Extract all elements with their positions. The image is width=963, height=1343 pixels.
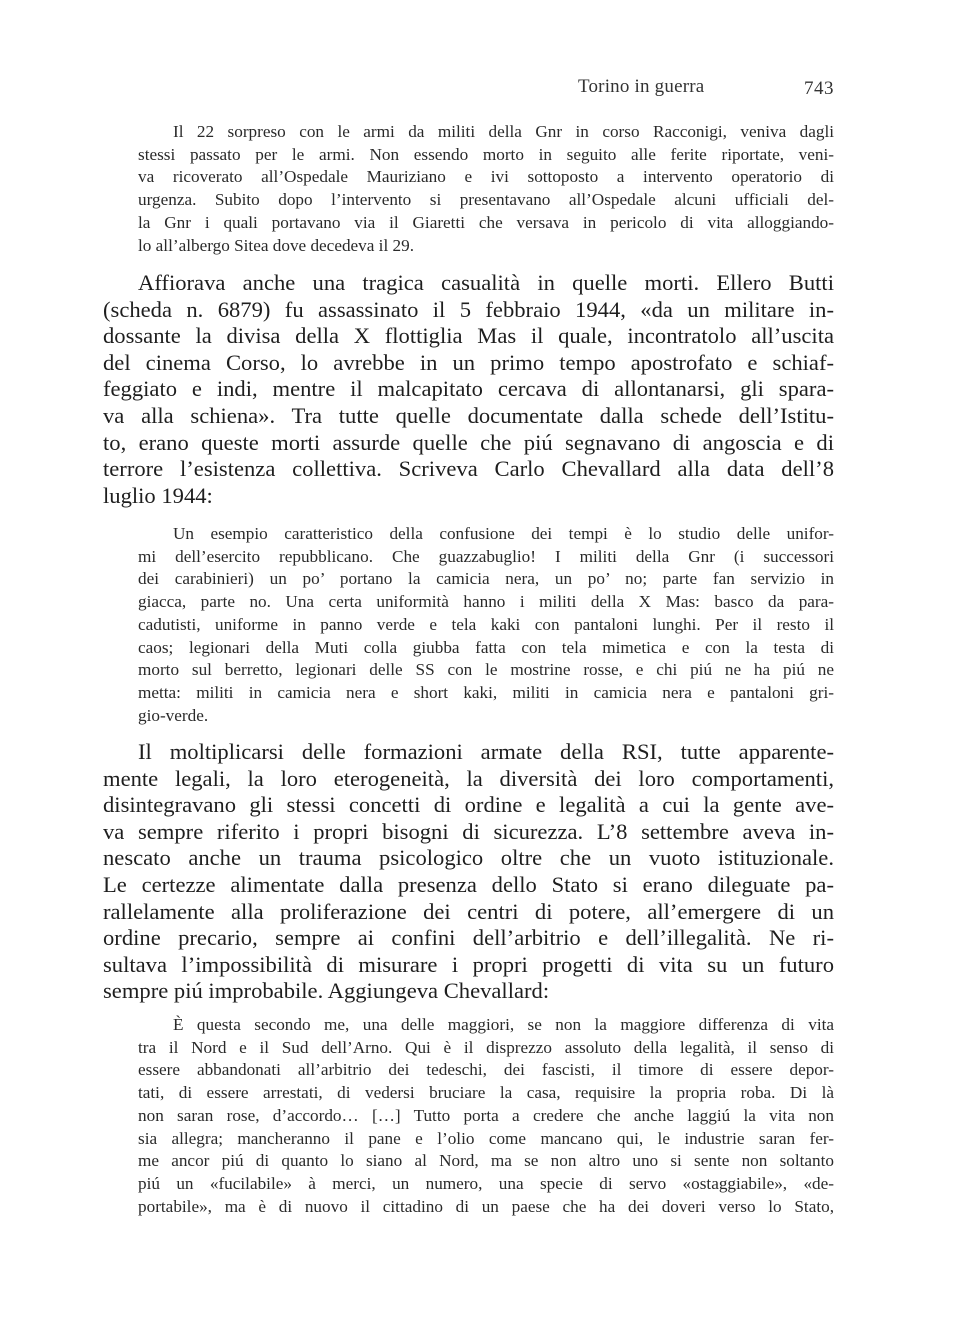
paragraph-line: va sempre riferito i propri bisogni di sicurezza. L’8 settembre aveva in- [103,818,834,844]
page-number: 743 [804,78,834,99]
quote-line: È questa secondo me, una delle maggiori, se non la maggiore differenza di vita [173,1015,834,1034]
quote-line: mi dell’esercito repubblicano. Che guazzabuglio! I militi della Gnr (i successori [138,546,834,566]
running-title: Torino in guerra [578,76,705,97]
quote-line: piú un «fucilabile» à merci, un numero, una specie di servo «ostaggiabile», «de- [138,1173,834,1193]
quote-line: me ancor piú di quanto lo siano al Nord, ma se non altro uno si sente non soltanto [138,1151,834,1171]
quote-line: va ricoverato all’Ospedale Mauriziano e ivi sottoposto a intervento operatorio di [138,167,834,187]
quote-line: tati, di essere arrestati, di vedersi bruciare la casa, requisire la propria roba. Di là [138,1083,834,1103]
quote-line: Il 22 sorpreso con le armi da militi della Gnr in corso Racconigi, veniva dagli [173,122,834,141]
paragraph-line: ordine precario, sempre ai confini dell’arbitrio e dell’illegalità. Ne ri- [103,925,834,951]
paragraph-line: dossante la divisa della X flottiglia Mas il quale, incontratolo all’uscita [103,323,834,349]
paragraph-line: rallelamente alla proliferazione dei centri di potere, all’emergere di un [103,898,834,924]
quote-line: Un esempio caratteristico della confusione dei tempi è lo studio delle unifor- [173,524,834,543]
quote-line: essere abbandonati all’arbitrio dei tedeschi, dei fascisti, il timore di essere depor- [138,1060,834,1080]
quote-line: stessi passato per le armi. Non essendo morto in seguito alle ferite riportate, veni- [138,144,834,164]
quote-line: cadutisti, uniforme in panno verde e tela kaki con pantaloni lunghi. Per il resto il [138,614,834,634]
quote-line: dei carabinieri) un po’ portano la camicia nera, un po’ no; parte fan servizio in [138,569,834,589]
quote-line: metta: militi in camicia nera e short kaki, militi in camicia nera e pantaloni gri- [138,682,834,702]
paragraph-line: nescato anche un trauma psicologico oltre che un vuoto istituzionale. [103,845,834,871]
paragraph-line: disintegravano gli stessi concetti di ordine e legalità a cui la gente ave- [103,792,834,818]
quote-line: giacca, parte no. Una certa uniformità hanno i militi della X Mas: basco da para- [138,592,834,612]
paragraph-butti [103,270,834,509]
quote-line: non saran rose, d’accordo… […] Tutto porta a credere che anche laggiú la vita non [138,1105,834,1125]
paragraph-line: feggiato e indi, mentre il malcapitato cercava di allontanarsi, gli spara- [103,376,834,402]
paragraph-line: va alla schiena». Tra tutte quelle documentate dalla schede dell’Istitu- [103,402,834,428]
paragraph-line: mente legali, la loro eterogeneità, la diversità dei loro comportamenti, [103,765,834,791]
paragraph-line: del cinema Corso, lo avrebbe in un primo tempo apostrofato e schiaf- [103,349,834,375]
running-head [540,76,834,106]
paragraph-line: luglio 1944: [103,482,213,508]
paragraph-line: Il moltiplicarsi delle formazioni armate della RSI, tutte apparente- [138,739,834,764]
quote-line: portabile», ma è di nuovo il cittadino di un paese che ha dei doveri verso lo Stato, [138,1196,834,1216]
paragraph-rsi [103,739,834,1005]
block-quote-giaretti [138,121,834,257]
paragraph-line: Affiorava anche una tragica casualità in quelle morti. Ellero Butti [138,270,834,295]
paragraph-line: to, erano queste morti assurde quelle che piú segnavano di angoscia e di [103,429,834,455]
quote-line: caos; legionari della Muti colla giubba fatta con tela mimetica e con la testa di [138,637,834,657]
quote-line: tra il Nord e il Sud dell’Arno. Qui è il disprezzo assoluto della legalità, il senso di [138,1037,834,1057]
quote-line: urgenza. Subito dopo l’intervento si presentavano all’Ospedale alcuni ufficiali del- [138,190,834,210]
quote-line: gio-verde. [138,705,209,725]
quote-line: morto sul berretto, legionari delle SS con le mostrine rosse, e chi piú ne ha piú ne [138,660,834,680]
quote-line: la Gnr i quali portavano via il Giaretti che versava in pericolo di vita alloggiando- [138,212,834,232]
quote-line: lo all’albergo Sitea dove decedeva il 29. [138,235,415,255]
block-quote-chevallard-north-south [138,1014,834,1218]
block-quote-chevallard-uniforms [138,523,834,727]
paragraph-line: sultava l’impossibilità di misurare i propri progetti di vita su un futuro [103,951,834,977]
paragraph-line: terrore l’esistenza collettiva. Scriveva Carlo Chevallard alla data dell’8 [103,456,834,482]
paragraph-line: (scheda n. 6879) fu assassinato il 5 febbraio 1944, «da un militare in- [103,296,834,322]
paragraph-line: sempre piú improbabile. Aggiungeva Chevallard: [103,978,550,1004]
quote-line: sia allegra; mancheranno il pane e l’olio come mancano qui, le industrie saran fer- [138,1128,834,1148]
paragraph-line: Le certezze alimentate dalla presenza dello Stato si erano dileguate pa- [103,871,834,897]
